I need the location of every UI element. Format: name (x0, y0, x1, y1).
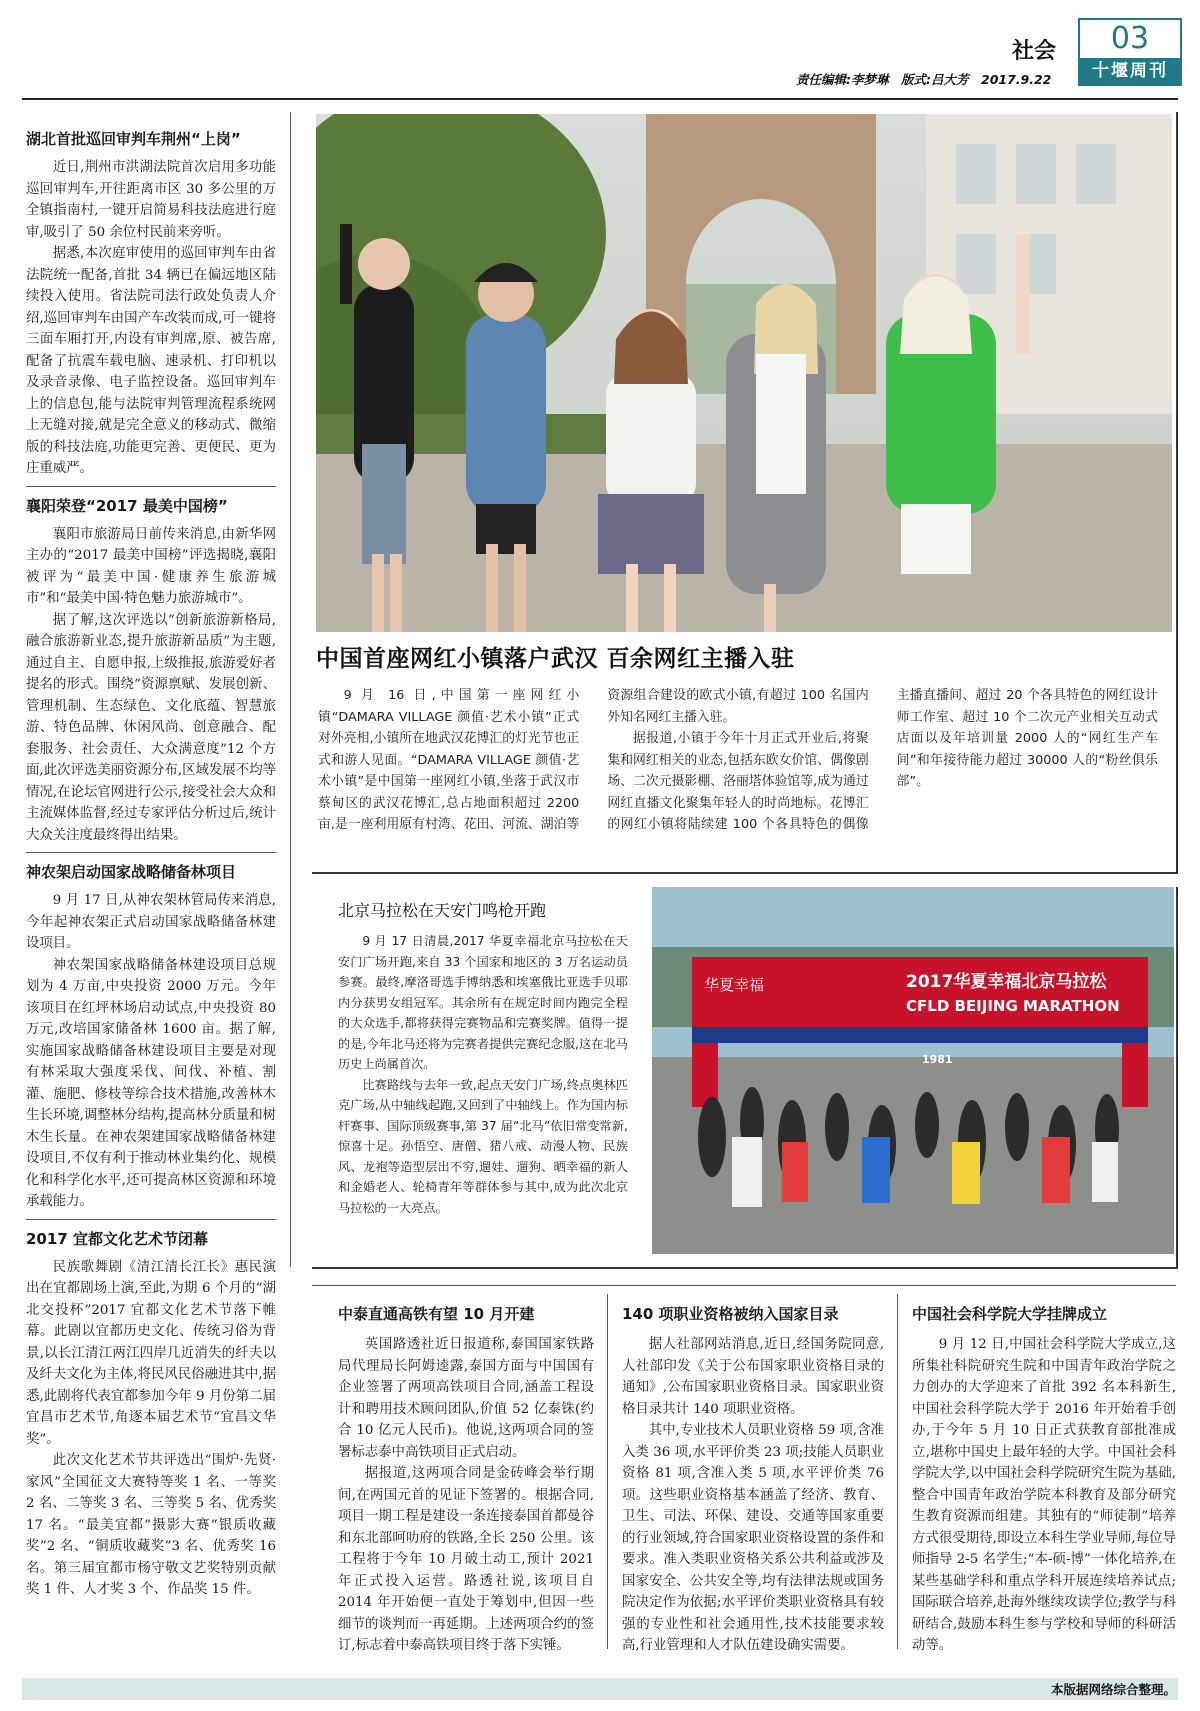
paper-name: 十堰周刊 (1080, 58, 1180, 84)
feature-headline: 中国首座网红小镇落户武汉 百余网红主播入驻 (316, 645, 795, 672)
article-paragraph: 襄阳市旅游局日前传来消息,由新华网主办的“2017 最美中国榜”评选揭晓,襄阳被评为“最美中国·健康养生旅游城市”和“最美中国·特色魅力旅游城市”。 (26, 526, 276, 606)
marathon-photo-illustration (652, 887, 1174, 1254)
article-paragraph: 据人社部网站消息,近日,经国务院同意,人社部印发《关于公布国家职业资格目录的通知》,公布国家职业资格目录。国家职业资格目录共计 140 项职业资格。 (622, 1337, 884, 1417)
article-title: 神农架启动国家战略储备林项目 (26, 863, 237, 881)
article-paragraph: 此次文化艺术节共评选出“围炉·先贤·家风”全国征文大赛特等奖 1 名、一等奖 2 名、二等奖 3 名、三等奖 5 名、优秀奖 17 名。“最美宜都”摄影大赛“银质收藏奖”2 名、“铜质收藏奖”3 名、优秀奖 16 名。第三届宜都市杨守敬文艺奖特别贡献奖 1 件、人才奖 3 个、作品奖 15 件。 (26, 1453, 276, 1597)
marathon-text (338, 898, 628, 1218)
banner-title-cn: 2017华夏幸福北京马拉松 (906, 972, 1107, 992)
article-paragraph: 英国路透社近日报道称,泰国国家铁路局代理局长阿姆逵露,泰国方面与中国国有企业签署了两项高铁项目合同,涵盖工程设计和聘用技术顾问团队,价值 52 亿泰铢(约合 10 亿元人民币)。他说,这两项合同的签署标志泰中高铁项目正式启动。 (338, 1337, 594, 1460)
article-paragraph: 9 月 16 日,中国第一座网红小镇“DAMARA VILLAGE 颜值·艺术小镇”正式对外亮相,小镇所在地武汉花博汇的灯光节也正式和游人见面。“DAMARA VILLAGE 颜值·艺术小镇”是中国第一座网红小镇,坐落于武汉市蔡甸区的武汉花博汇,总占地面积超过 2200 亩,是一座利用原有村湾、花田、河流、湖泊等资源组合建设的欧式小镇,有超过 100 名国内外知名网红主播入驻。 (318, 688, 869, 832)
article-paragraph: 近日,荆州市洪湖法院首次启用多功能巡回审判车,开往距离市区 30 多公里的万全镇指南村,一键开启简易科技法庭进行庭审,吸引了 50 余位村民前来旁听。 (26, 160, 276, 240)
left-article (26, 1228, 276, 1601)
feature-body (318, 685, 1158, 836)
header-rule (22, 98, 1178, 100)
influencer-photo (316, 114, 1172, 632)
article-paragraph: 9 月 12 日,中国社会科学院大学成立,这所集社科院研究生院和中国青年政治学院之力创办的大学迎来了首批 392 名本科新生,中国社会科学院大学于 2016 年开始着手创办,于今年 5 月 10 日正式获教育部批准成立,堪称中国史上最年轻的大学。中国社会科学院大学,以中国社会科学院研究生院为基础,整合中国青年政治学院本科教育及部分研究生教育资源而组建。其独有的“师徒制”培养方式很受期待,即设立本科生学业导师,每位导师指导 2-5 名学生;“本-硕-博”一体化培养,在某些基础学科和重点学科开展连续培养试点;国际联合培养,赴海外继续攻读学位;教学与科研结合,鼓励本科生参与学校和导师的科研活动等。 (912, 1337, 1176, 1653)
article-title: 襄阳荣登“2017 最美中国榜” (26, 496, 228, 515)
left-article (26, 128, 276, 480)
column-divider (607, 1294, 608, 1649)
article-paragraph: 据悉,本次庭审使用的巡回审判车由省法院统一配备,首批 34 辆已在偏远地区陆续投入使用。省法院司法行政处负责人介绍,巡回审判车由国产车改装而成,可一键将三面车厢打开,内设有审判席,原、被告席,配备了抗震车载电脑、速录机、打印机以及录音录像、电子监控设备。巡回审判车上的信息包,能与法院审判管理流程系统网上无缝对接,就是完全意义的移动式、微缩版的科技法庭,功能更完善、更便民、更为庄重威严。 (26, 246, 276, 476)
article-paragraph: 神农架国家战略储备林建设项目总规划为 4 万亩,中央投资 2000 万元。今年该项目在红坪林场启动试点,中央投资 80 万元,改培国家储备林 1600 亩。据了解,实施国家战略储备林建设项目主要是对现有林采取大强度采伐、间伐、补植、割灌、施肥、修枝等综合技术措施,改善林木生长环境,调整林分结构,提高林分质量和树木生长量。在神农架建国家战略储备林建设项目,不仅有利于推动林业集约化、规模化和科学化水平,还可提高林区资源和环境承载能力。 (26, 957, 276, 1209)
article-paragraph: 比赛路线与去年一致,起点天安门广场,终点奥林匹克广场,从中轴线起跑,又回到了中轴线上。作为国内标杆赛事、国际顶级赛事,第 37 届“北马”依旧常变常新,惊喜十足。孙悟空、唐僧、猪八戒、动漫人物、民族风、龙袍等造型层出不穷,遛娃、遛狗、晒幸福的新人和金婚老人、轮椅青年等群体参与其中,成为此次北京马拉松的一大亮点。 (338, 1077, 628, 1215)
page-number: 03 (1110, 21, 1150, 56)
article-title: 中泰直通高铁有望 10 月开建 (338, 1305, 535, 1323)
article-paragraph: 9 月 17 日,从神农架林管局传来消息,今年起神农架正式启动国家战略储备林建设项目。 (26, 893, 276, 951)
article-paragraph: 据了解,这次评选以“创新旅游新格局,融合旅游新业态,提升旅游新品质”为主题,通过自主、自愿申报,上级推报,旅游爱好者提名的形式。围绕“资源禀赋、发展创新、管理机制、生态绿色、文化底蕴、智慧旅游、特色品牌、休闲风尚、创意融合、配套服务、社会责任、大众满意度”12 个方面,此次评选美丽资源分布,区域发展不均等情况,在论坛官网进行公示,接受社会大众和主流媒体监督,经过专家评估分析过后,统计大众关注度最终得出结果。 (26, 612, 276, 843)
article-title: 2017 宜都文化艺术节闭幕 (26, 1229, 208, 1248)
article-divider (26, 486, 276, 487)
article-title: 中国社会科学院大学挂牌成立 (912, 1305, 1108, 1323)
page-number-box (1078, 18, 1182, 86)
article-paragraph: 9 月 17 日清晨,2017 华夏幸福北京马拉松在天安门广场开跑,来自 33 个国家和地区的 3 万名运动员参赛。最终,摩洛哥选手博纳悉和埃塞俄比亚选手贝耶内分获男女组冠军。其余所有在规定时间内跑完全程的大众选手,都将获得完赛物品和完赛奖牌。值得一提的是,今年北马还将为完赛者提供完赛纪念服,这在北马历史上尚属首次。 (338, 934, 628, 1071)
column-divider (290, 112, 291, 1267)
article-paragraph: 其中,专业技术人员职业资格 59 项,含准入类 36 项,水平评价类 23 项;技能人员职业资格 81 项,含准入类 5 项,水平评价类 76 项。这些职业资格基本涵盖了经济、教育、卫生、司法、环保、建设、交通等国家重要的行业领域,符合国家职业资格设置的条件和要求。准入类职业资格关系公共利益或涉及国家安全、公共安全等,均有法律法规或国务院决定作为依据;水平评价类职业资格具有较强的专业性和社会通用性,技术技能要求较高,行业管理和人才队伍建设确实需要。 (622, 1423, 884, 1653)
article-paragraph: 民族歌舞剧《清江清长江长》惠民演出在宜都剧场上演,至此,为期 6 个月的“湖北交投杯”2017 宜都文化艺术节落下帷幕。此剧以宜都历史文化、传统习俗为背景,以长江清江两江四岸几近消失的纤夫以及纤夫文化为主体,将民风民俗融进其中,据悉,此剧将代表宜都参加今年 9 月份第二届宜昌市艺术节,角逐本届艺术节“宜昌文华奖”。 (26, 1259, 276, 1447)
masthead (0, 0, 1200, 100)
marathon-headline: 北京马拉松在天安门鸣枪开跑 (338, 901, 547, 920)
article-divider (26, 1219, 276, 1220)
left-article (26, 861, 276, 1213)
editors-line: 责任编辑:李梦琳 版式:吕大芳 2017.9.22 (796, 72, 1052, 87)
banner-sponsor: 华夏幸福 (704, 976, 765, 994)
banner-small: 1981 (922, 1053, 953, 1066)
article-title: 140 项职业资格被纳入国家目录 (622, 1305, 839, 1323)
influencer-photo-illustration (316, 114, 1172, 632)
banner-title-en: CFLD BEIJING MARATHON (906, 997, 1120, 1015)
article-divider (26, 852, 276, 853)
bottom-article-2 (622, 1303, 884, 1657)
left-article (26, 495, 276, 847)
section-label: 社会 (1012, 39, 1057, 64)
left-column (26, 128, 276, 1601)
bottom-article-3 (912, 1303, 1176, 1657)
marathon-photo (652, 887, 1174, 1254)
article-paragraph: 据报道,这两项合同是金砖峰会举行期间,在两国元首的见证下签署的。根据合同,项目一期工程是建设一条连接泰国首都曼谷和东北部呵叻府的铁路,全长 250 公里。该工程将于今年 10 月破土动工,预计 2021 年正式投入运营。路透社说,该项目自 2014 年开始便一直处于筹划中,但因一些细节的谈判而一再延期。上述两项合约的签订,标志着中泰高铁项目终于落下实锤。 (338, 1466, 594, 1653)
column-divider (897, 1294, 898, 1649)
bottom-article-1 (338, 1303, 594, 1657)
article-paragraph: 据报道,小镇于今年十月正式开业后,将聚集和网红相关的业态,包括东欧女价馆、偶像剧场、二次元摄影棚、洛丽塔体验馆等,成为通过网红直播文化聚集年轻人的时尚地标。花博汇的网红小镇将陆续建 100 个各具特色的偶像主播直播间、超过 20 个各具特色的网红设计师工作室、超过 10 个二次元产业相关互动式店面以及年培训量 2000 人的“网红生产车间”和年接待能力超过 30000 人的“粉丝俱乐部”。 (607, 688, 1158, 832)
article-title: 湖北首批巡回审判车荆州“上岗” (26, 130, 241, 148)
footer-note: 本版据网络综合整理。 (1050, 1682, 1176, 1697)
bottom-section-rule (312, 1285, 1176, 1286)
